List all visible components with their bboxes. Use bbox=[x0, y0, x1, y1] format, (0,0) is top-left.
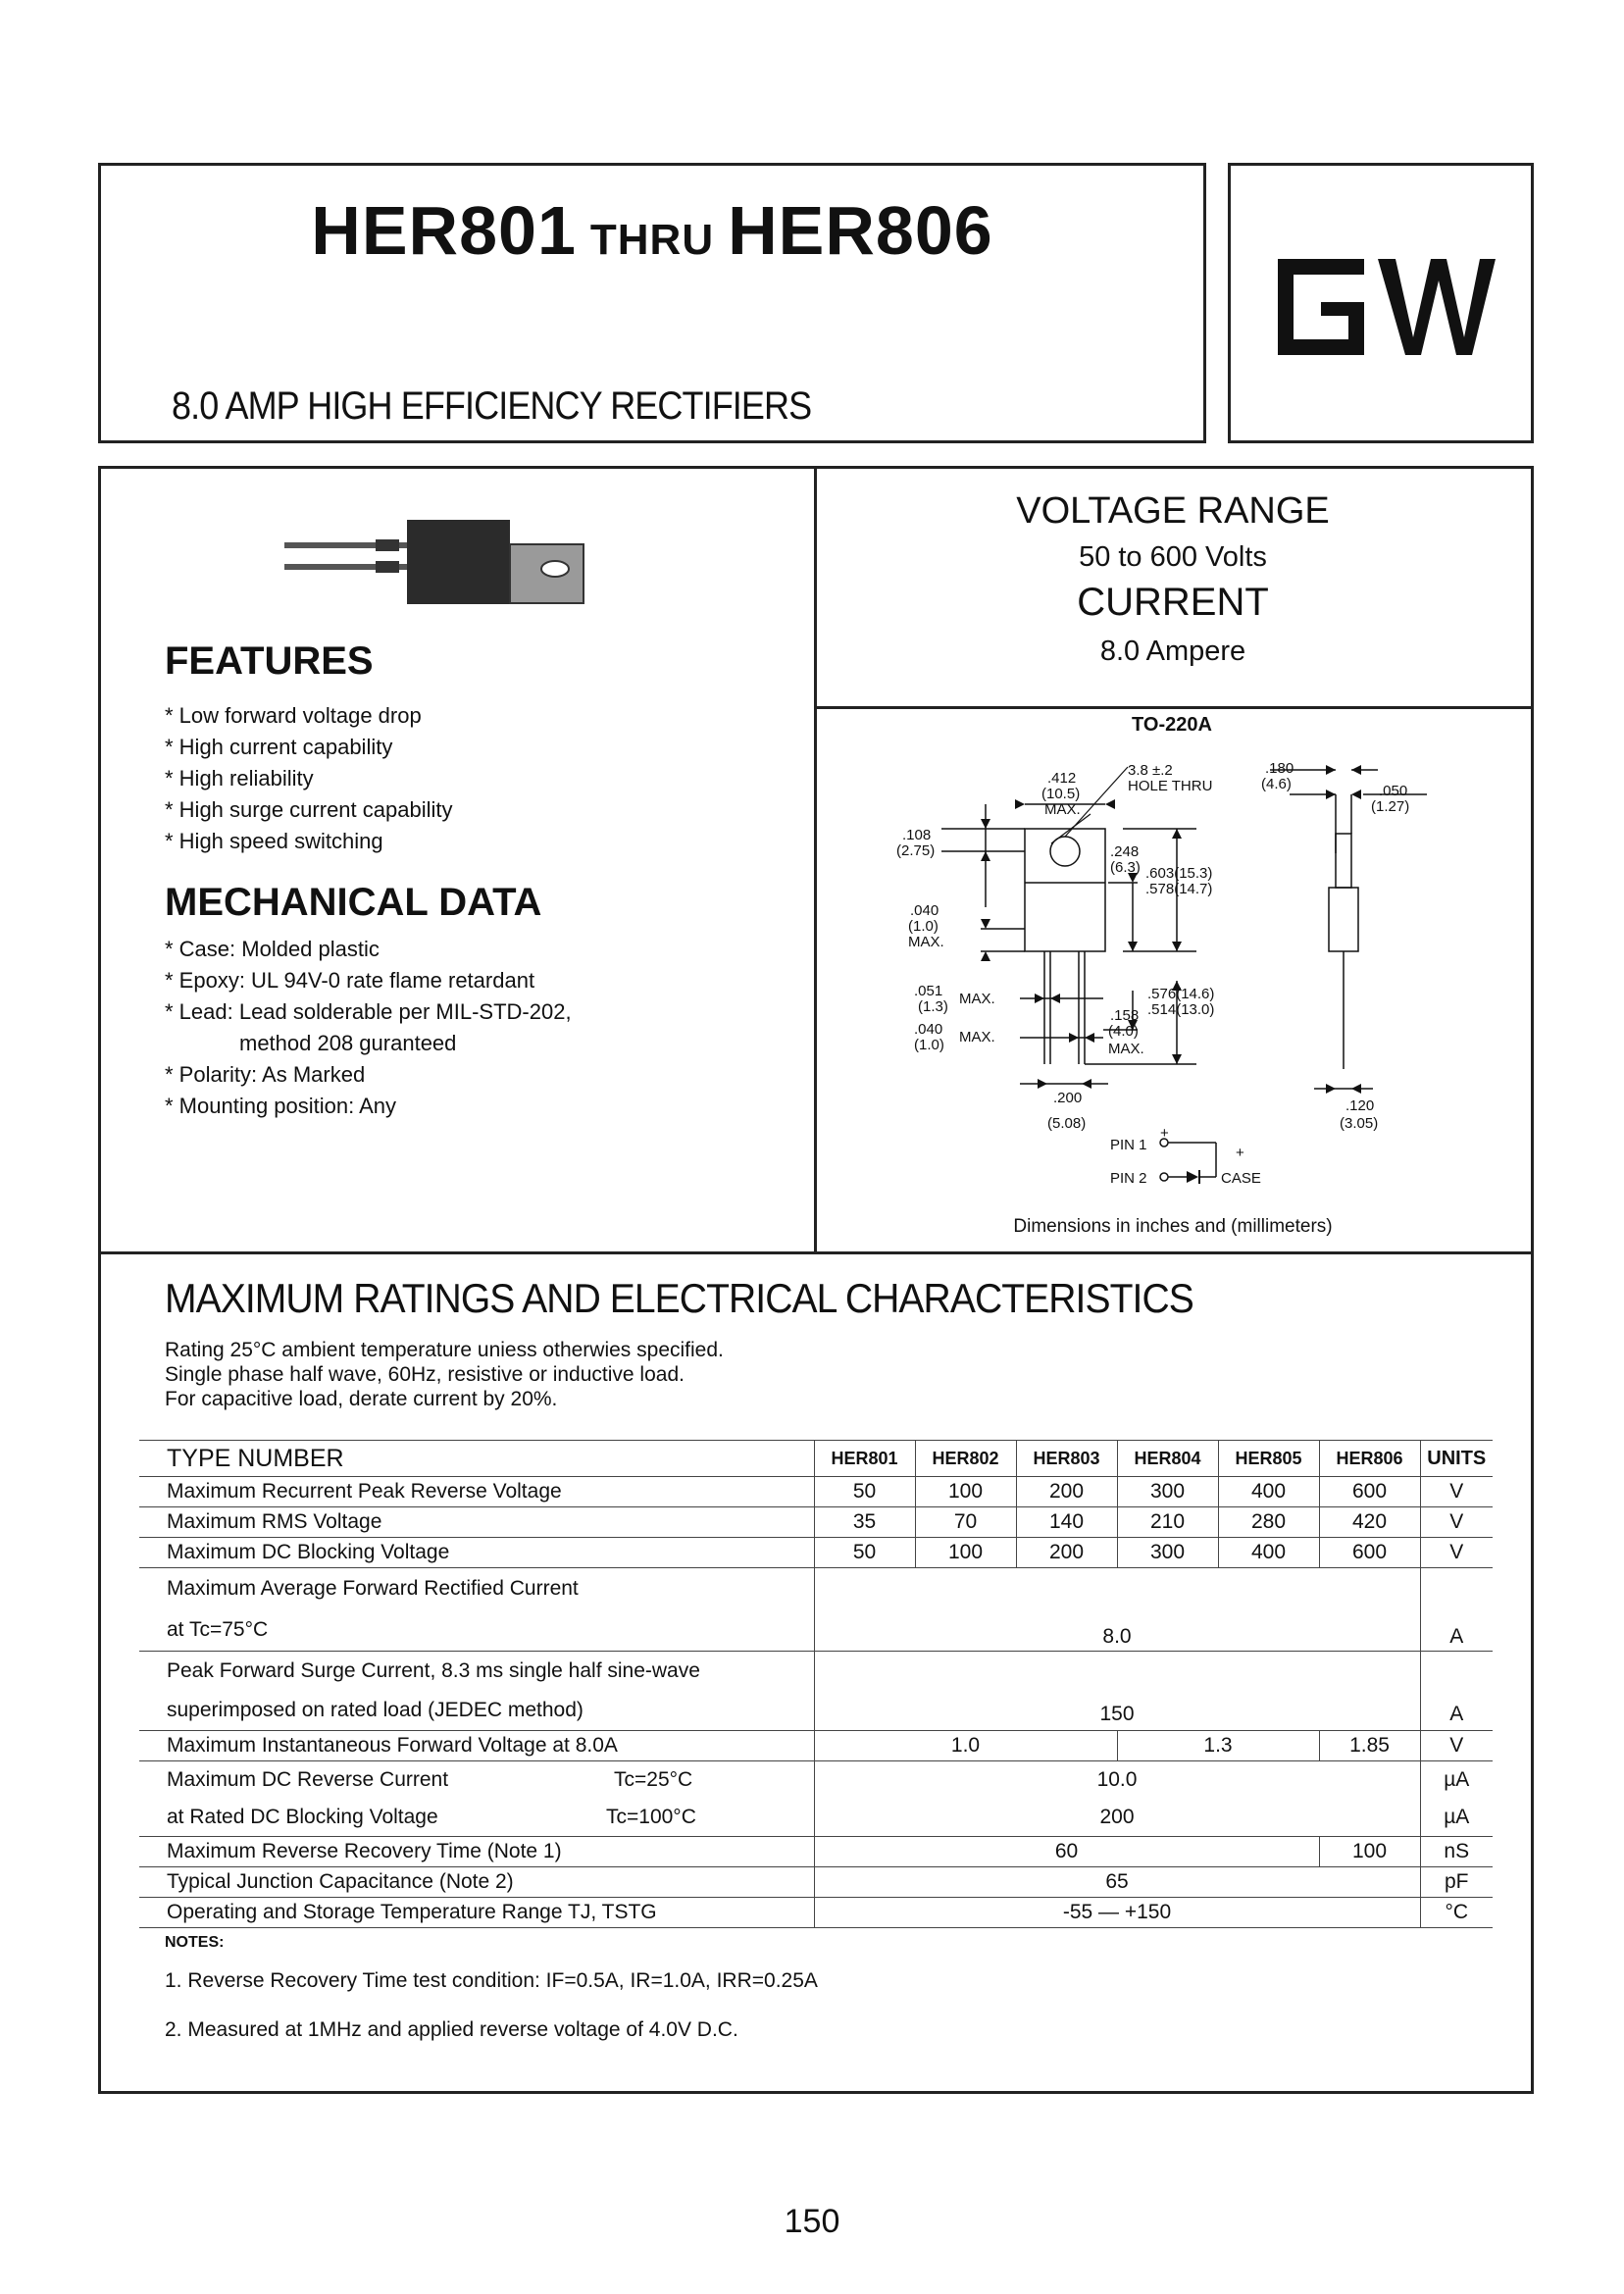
page-number: 150 bbox=[784, 2203, 840, 2240]
dim-label: MAX. bbox=[959, 991, 995, 1007]
cell bbox=[814, 1761, 1420, 1837]
col-header: HER803 bbox=[1016, 1441, 1117, 1477]
unit-cell: V bbox=[1420, 1477, 1493, 1507]
row-label: Operating and Storage Temperature Range TJ, TSTG bbox=[139, 1898, 814, 1928]
page-title bbox=[98, 191, 1206, 270]
list-item: * High surge current capability bbox=[165, 797, 453, 822]
cell: 35 bbox=[814, 1507, 915, 1538]
package-drawing bbox=[883, 745, 1432, 1216]
row-label: Maximum Reverse Recovery Time (Note 1) bbox=[139, 1837, 814, 1867]
cell: 1.3 bbox=[1117, 1731, 1319, 1761]
cell: 50 bbox=[814, 1477, 915, 1507]
unit-cell: °C bbox=[1420, 1898, 1493, 1928]
cell-line: µA bbox=[1444, 1768, 1470, 1791]
row-label-line: Maximum DC Reverse Current bbox=[167, 1768, 449, 1791]
unit-cell bbox=[1420, 1761, 1493, 1837]
cell-line: µA bbox=[1444, 1806, 1470, 1828]
condition-temp: Tc=25°C bbox=[614, 1768, 693, 1791]
voltage-range-heading: VOLTAGE RANGE bbox=[1016, 490, 1330, 532]
features-heading: FEATURES bbox=[165, 639, 374, 683]
dim-label: (1.3) bbox=[918, 998, 948, 1015]
table-row bbox=[139, 1568, 1493, 1652]
table-row bbox=[139, 1898, 1493, 1928]
list-item: * High reliability bbox=[165, 766, 314, 790]
dim-label: MAX. bbox=[1108, 1041, 1144, 1057]
current-value: 8.0 Ampere bbox=[1099, 636, 1246, 667]
list-item: method 208 guranteed bbox=[239, 1031, 457, 1055]
dim-label: .200 bbox=[1053, 1090, 1083, 1106]
cell: 400 bbox=[1218, 1477, 1319, 1507]
dim-label: .248 bbox=[1110, 843, 1140, 860]
condition-temp: Tc=100°C bbox=[606, 1806, 696, 1828]
mechanical-heading: MECHANICAL DATA bbox=[165, 881, 542, 924]
mechanical-list bbox=[165, 934, 572, 1122]
dim-label: .108 bbox=[902, 827, 932, 843]
dim-label: (4.0) bbox=[1108, 1023, 1139, 1040]
dim-label: .051 bbox=[914, 983, 943, 999]
row-label: Maximum RMS Voltage bbox=[139, 1507, 814, 1538]
dim-label: MAX. bbox=[959, 1029, 995, 1045]
subtitle: 8.0 AMP HIGH EFFICIENCY RECTIFIERS bbox=[172, 384, 812, 428]
table-row bbox=[139, 1731, 1493, 1761]
dim-label: (4.6) bbox=[1261, 776, 1292, 792]
dim-label: .603(15.3) bbox=[1145, 865, 1213, 882]
cell: 210 bbox=[1117, 1507, 1218, 1538]
row-label: Typical Junction Capacitance (Note 2) bbox=[139, 1867, 814, 1898]
dim-label: 3.8 ±.2 bbox=[1128, 762, 1173, 779]
gw-logo bbox=[1270, 255, 1496, 359]
cell: 300 bbox=[1117, 1477, 1218, 1507]
dim-label: MAX. bbox=[1044, 801, 1081, 818]
cell: 65 bbox=[814, 1867, 1420, 1898]
cell: 420 bbox=[1319, 1507, 1420, 1538]
cell: 100 bbox=[915, 1477, 1016, 1507]
table-row bbox=[139, 1761, 1493, 1837]
dim-label: .180 bbox=[1265, 760, 1294, 777]
cell: 140 bbox=[1016, 1507, 1117, 1538]
note-1: 1. Reverse Recovery Time test condition: IF=0.5A, IR=1.0A, IRR=0.25A bbox=[165, 1969, 818, 1992]
cell-line: 200 bbox=[1099, 1806, 1135, 1828]
unit-cell: A bbox=[1420, 1652, 1493, 1731]
cell: 200 bbox=[1016, 1538, 1117, 1568]
cell: 1.0 bbox=[814, 1731, 1117, 1761]
cell: 280 bbox=[1218, 1507, 1319, 1538]
cell: 100 bbox=[915, 1538, 1016, 1568]
dim-label: .050 bbox=[1379, 783, 1408, 799]
dim-label: (2.75) bbox=[896, 842, 936, 859]
dim-label: HOLE THRU bbox=[1128, 778, 1213, 794]
unit-cell: V bbox=[1420, 1507, 1493, 1538]
table-row bbox=[139, 1538, 1493, 1568]
dim-label: PIN 2 bbox=[1110, 1170, 1147, 1187]
unit-cell: pF bbox=[1420, 1867, 1493, 1898]
row-label-line: superimposed on rated load (JEDEC method) bbox=[167, 1699, 584, 1721]
table-row bbox=[139, 1507, 1493, 1538]
row-label: Maximum Instantaneous Forward Voltage at 8.0A bbox=[139, 1731, 814, 1761]
col-header: HER804 bbox=[1117, 1441, 1218, 1477]
col-header: HER802 bbox=[915, 1441, 1016, 1477]
list-item: * Lead: Lead solderable per MIL-STD-202, bbox=[165, 999, 572, 1024]
row-label: Maximum Recurrent Peak Reverse Voltage bbox=[139, 1477, 814, 1507]
cell: 100 bbox=[1319, 1837, 1420, 1867]
dim-label: .412 bbox=[1047, 770, 1077, 787]
dim-label: (3.05) bbox=[1340, 1115, 1379, 1132]
cell: -55 — +150 bbox=[814, 1898, 1420, 1928]
thru-word: THRU bbox=[589, 216, 715, 264]
unit-cell: V bbox=[1420, 1538, 1493, 1568]
ratings-table bbox=[139, 1440, 1493, 1928]
dim-label: (6.3) bbox=[1110, 859, 1141, 876]
dim-label: (1.0) bbox=[908, 918, 939, 935]
row-label-line: Maximum Average Forward Rectified Current bbox=[167, 1577, 579, 1600]
row-label bbox=[139, 1568, 814, 1652]
table-row bbox=[139, 1652, 1493, 1731]
cell: 50 bbox=[814, 1538, 915, 1568]
voltage-range-value: 50 to 600 Volts bbox=[1079, 541, 1267, 573]
features-list bbox=[165, 700, 452, 857]
cell-line: 10.0 bbox=[1096, 1768, 1138, 1791]
cell: 70 bbox=[915, 1507, 1016, 1538]
dim-label: (1.27) bbox=[1371, 798, 1410, 815]
list-item: * High speed switching bbox=[165, 829, 383, 853]
note-2: 2. Measured at 1MHz and applied reverse voltage of 4.0V D.C. bbox=[165, 2018, 738, 2041]
rating-conditions bbox=[165, 1338, 724, 1411]
cell: 8.0 bbox=[814, 1568, 1420, 1652]
dim-label: + bbox=[1160, 1125, 1169, 1142]
condition-line: For capacitive load, derate current by 20%. bbox=[165, 1388, 558, 1410]
row-label-line: at Tc=75°C bbox=[167, 1618, 269, 1641]
cell: 1.85 bbox=[1319, 1731, 1420, 1761]
col-header: HER801 bbox=[814, 1441, 915, 1477]
dim-label: .578(14.7) bbox=[1145, 881, 1213, 897]
condition-line: Single phase half wave, 60Hz, resistive or inductive load. bbox=[165, 1363, 685, 1386]
current-heading: CURRENT bbox=[1077, 581, 1269, 624]
row-label: Maximum DC Blocking Voltage bbox=[139, 1538, 814, 1568]
unit-cell: A bbox=[1420, 1568, 1493, 1652]
list-item: * High current capability bbox=[165, 735, 393, 759]
list-item: * Mounting position: Any bbox=[165, 1094, 397, 1118]
cell: 200 bbox=[1016, 1477, 1117, 1507]
cell: 150 bbox=[814, 1652, 1420, 1731]
dim-label: .158 bbox=[1110, 1007, 1140, 1024]
cell: 60 bbox=[814, 1837, 1319, 1867]
row-label bbox=[139, 1652, 814, 1731]
unit-cell: nS bbox=[1420, 1837, 1493, 1867]
part-start: HER801 bbox=[311, 192, 577, 269]
dim-label: MAX. bbox=[908, 934, 944, 950]
table-header-row bbox=[139, 1441, 1493, 1477]
row-label-line: at Rated DC Blocking Voltage bbox=[167, 1806, 438, 1828]
table-row bbox=[139, 1477, 1493, 1507]
cell: 600 bbox=[1319, 1538, 1420, 1568]
right-divider bbox=[814, 706, 1534, 709]
component-image bbox=[284, 520, 598, 608]
package-name: TO-220A bbox=[1132, 714, 1212, 736]
dim-label: .040 bbox=[910, 902, 939, 919]
condition-line: Rating 25°C ambient temperature uniess otherwies specified. bbox=[165, 1339, 724, 1361]
dim-label: .514(13.0) bbox=[1147, 1001, 1215, 1018]
package-footer: Dimensions in inches and (millimeters) bbox=[1013, 1216, 1333, 1237]
type-number-label: TYPE NUMBER bbox=[139, 1441, 814, 1477]
unit-cell: V bbox=[1420, 1731, 1493, 1761]
dim-label: + bbox=[1236, 1145, 1244, 1161]
dim-label: (10.5) bbox=[1041, 786, 1081, 802]
units-header: UNITS bbox=[1420, 1441, 1493, 1477]
dim-label: PIN 1 bbox=[1110, 1137, 1147, 1153]
dim-label: (5.08) bbox=[1047, 1115, 1087, 1132]
dim-label: (1.0) bbox=[914, 1037, 944, 1053]
dim-label: CASE bbox=[1221, 1170, 1261, 1187]
col-header: HER806 bbox=[1319, 1441, 1420, 1477]
cell: 400 bbox=[1218, 1538, 1319, 1568]
list-item: * Polarity: As Marked bbox=[165, 1062, 366, 1087]
table-row bbox=[139, 1867, 1493, 1898]
cell: 600 bbox=[1319, 1477, 1420, 1507]
row-label bbox=[139, 1761, 814, 1837]
notes-heading: NOTES: bbox=[165, 1934, 225, 1951]
col-header: HER805 bbox=[1218, 1441, 1319, 1477]
dim-label: .040 bbox=[914, 1021, 943, 1038]
list-item: * Low forward voltage drop bbox=[165, 703, 422, 728]
part-end: HER806 bbox=[728, 192, 993, 269]
list-item: * Case: Molded plastic bbox=[165, 937, 380, 961]
mid-divider-horizontal bbox=[98, 1251, 1534, 1254]
cell: 300 bbox=[1117, 1538, 1218, 1568]
table-row bbox=[139, 1837, 1493, 1867]
dim-label: .120 bbox=[1345, 1097, 1375, 1114]
max-ratings-heading: MAXIMUM RATINGS AND ELECTRICAL CHARACTERISTICS bbox=[165, 1275, 1193, 1321]
list-item: * Epoxy: UL 94V-0 rate flame retardant bbox=[165, 968, 535, 993]
dim-label: .576(14.6) bbox=[1147, 986, 1215, 1002]
row-label-line: Peak Forward Surge Current, 8.3 ms single half sine-wave bbox=[167, 1659, 700, 1682]
